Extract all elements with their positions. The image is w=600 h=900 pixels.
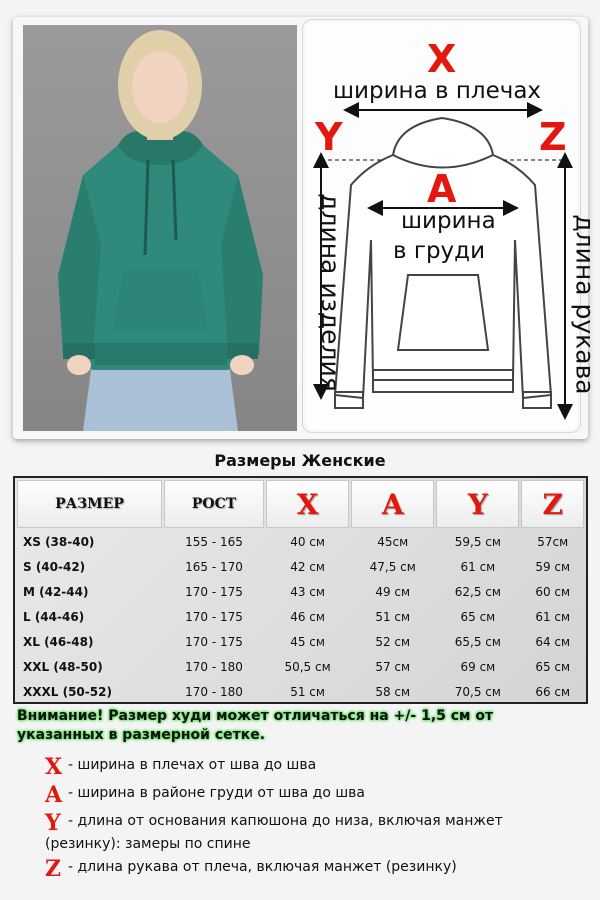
table-row <box>17 630 584 653</box>
cell-z: 61 см <box>535 609 571 624</box>
header-height: РОСТ <box>164 480 264 528</box>
cell-x: 46 см <box>290 609 325 624</box>
legend-a-letter: A <box>45 782 63 808</box>
table-row <box>17 680 584 703</box>
cell-size: S (40-42) <box>23 559 86 574</box>
z-letter: Z <box>539 115 567 159</box>
table-row <box>17 530 584 553</box>
legend-y-text: - длина от основания капюшона до низа, включая манжет <box>68 813 503 829</box>
cell-x: 42 см <box>290 559 325 574</box>
table-row <box>17 555 584 578</box>
cell-y: 70,5 см <box>454 684 501 699</box>
a-letter: A <box>427 167 457 211</box>
cell-a: 51 см <box>375 609 411 624</box>
header-x: X <box>266 480 349 528</box>
size-table <box>13 476 588 704</box>
cell-height: 170 - 180 <box>185 684 243 699</box>
cell-y: 62,5 см <box>454 584 501 599</box>
cell-y: 65 см <box>460 609 496 624</box>
cell-y: 59,5 см <box>454 534 501 549</box>
product-length-label: длина изделия <box>315 193 345 392</box>
table-header-row <box>17 480 584 528</box>
cell-a: 49 см <box>375 584 411 599</box>
cell-height: 170 - 180 <box>185 659 243 674</box>
cell-height: 170 - 175 <box>185 634 243 649</box>
cell-a: 52 см <box>375 634 411 649</box>
legend-a-text: - ширина в районе груди от шва до шва <box>68 785 365 801</box>
cell-a: 45см <box>377 534 409 549</box>
cell-z: 65 см <box>535 659 571 674</box>
cell-y: 61 см <box>460 559 496 574</box>
cell-height: 155 - 165 <box>185 534 243 549</box>
cell-y: 69 см <box>460 659 496 674</box>
cell-size: XXXL (50-52) <box>23 684 112 699</box>
legend-z-letter: Z <box>45 856 62 882</box>
cell-height: 165 - 170 <box>185 559 243 574</box>
cell-x: 50,5 см <box>284 659 331 674</box>
cell-y: 65,5 см <box>454 634 501 649</box>
legend-x-text: - ширина в плечах от шва до шва <box>68 757 317 773</box>
cell-x: 51 см <box>290 684 325 699</box>
cell-size: XXL (48-50) <box>23 659 103 674</box>
table-row <box>17 605 584 628</box>
y-letter: Y <box>315 115 343 159</box>
cell-size: L (44-46) <box>23 609 85 624</box>
cell-x: 45 см <box>290 634 325 649</box>
cell-a: 57 см <box>375 659 411 674</box>
model-photo <box>23 25 297 431</box>
legend-z-text: - длина рукава от плеча, включая манжет (резинку) <box>68 859 457 875</box>
chest-label-line1: ширина <box>401 208 496 234</box>
chest-label-line2: в груди <box>393 238 486 264</box>
cell-z: 59 см <box>535 559 571 574</box>
cell-a: 47,5 см <box>369 559 416 574</box>
table-row <box>17 580 584 603</box>
header-z: Z <box>521 480 584 528</box>
cell-height: 170 - 175 <box>185 584 243 599</box>
cell-a: 58 см <box>375 684 411 699</box>
page-title: Размеры Женские <box>214 451 386 470</box>
cell-z: 64 см <box>535 634 571 649</box>
cell-x: 40 см <box>290 534 325 549</box>
legend-y-letter: Y <box>45 810 61 836</box>
header-y: Y <box>436 480 519 528</box>
cell-size: XL (46-48) <box>23 634 94 649</box>
cell-x: 43 см <box>290 584 325 599</box>
product-card <box>13 17 600 439</box>
cell-z: 60 см <box>535 584 571 599</box>
x-letter: X <box>427 37 457 81</box>
table-row <box>17 655 584 678</box>
size-warning: Внимание! Размер худи может отличаться на +/- 1,5 см от указанных в размерной сетке. <box>17 708 494 743</box>
legend-x-letter: X <box>45 754 63 780</box>
cell-height: 170 - 175 <box>185 609 243 624</box>
header-a: A <box>351 480 434 528</box>
shoulder-width-label: ширина в плечах <box>333 78 542 104</box>
sleeve-length-label: длина рукава <box>570 214 600 395</box>
cell-size: M (42-44) <box>23 584 89 599</box>
header-size: РАЗМЕР <box>17 480 162 528</box>
measurement-diagram <box>302 19 600 433</box>
cell-size: XS (38-40) <box>23 534 95 549</box>
cell-z: 66 см <box>535 684 571 699</box>
cell-z: 57см <box>537 534 569 549</box>
legend-y-text-cont: (резинку): замеры по спине <box>45 836 251 852</box>
